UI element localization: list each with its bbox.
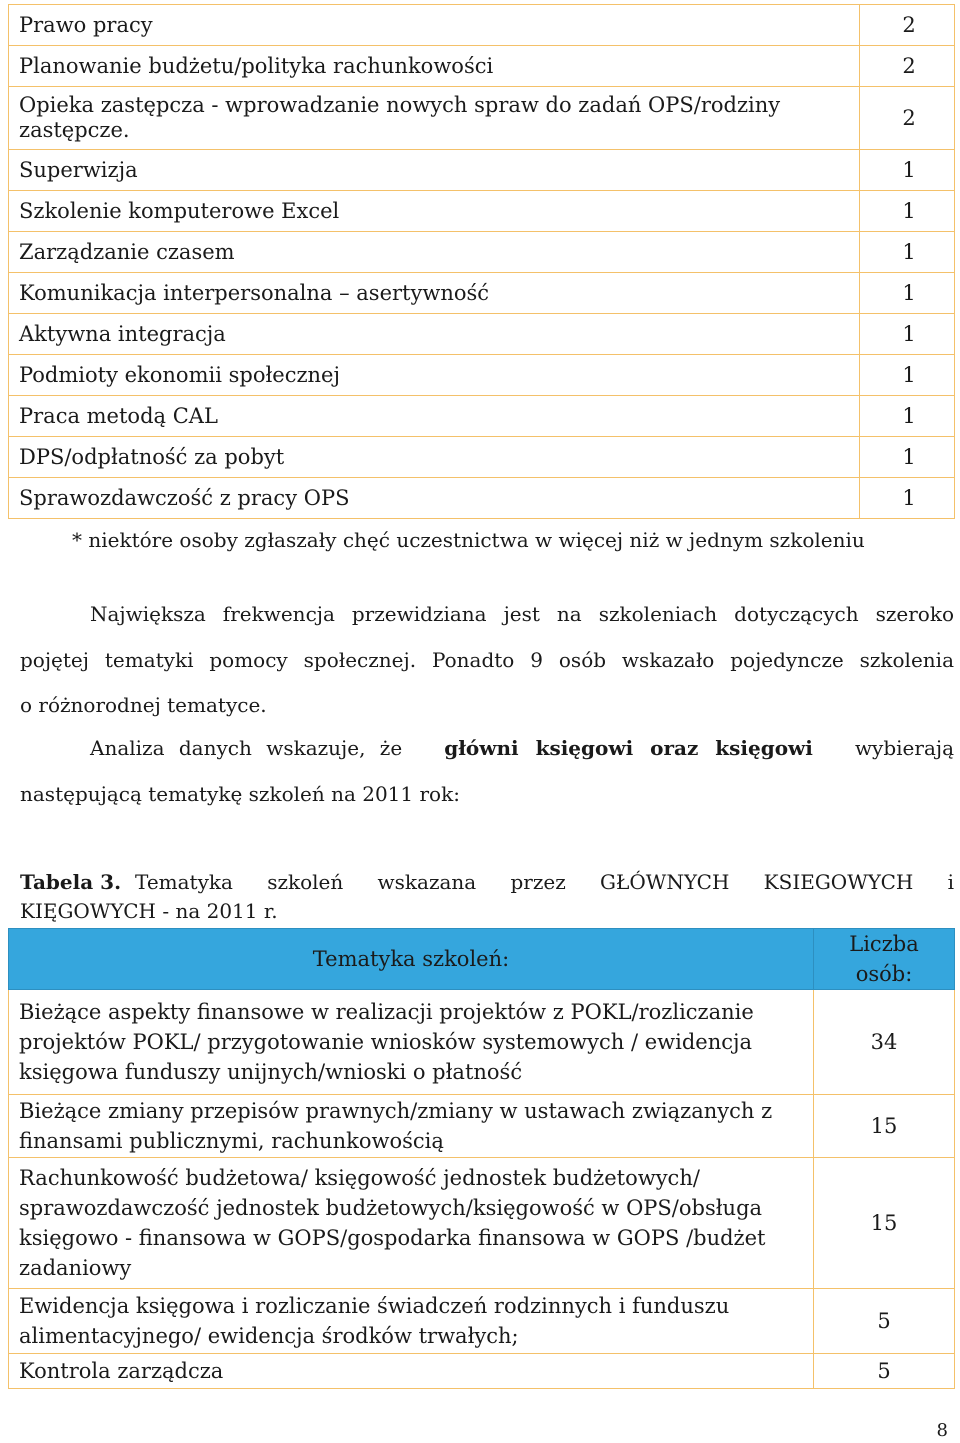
topic-cell: Prawo pracy (9, 5, 860, 46)
table-row (9, 396, 955, 437)
topic-cell: Opieka zastępcza - wprowadzanie nowych spraw do zadań OPS/rodziny zastępcze. (9, 87, 860, 150)
count-cell: 34 (814, 990, 955, 1095)
training-topics-table (8, 4, 955, 519)
paragraph-line: następującą tematykę szkoleń na 2011 rok: (20, 782, 460, 806)
table-row (9, 232, 955, 273)
table-row (9, 150, 955, 191)
paragraph-line: o różnorodnej tematyce. (20, 693, 267, 717)
count-cell: 2 (860, 46, 955, 87)
topic-cell: Sprawozdawczość z pracy OPS (9, 478, 860, 519)
count-cell: 5 (814, 1289, 955, 1354)
topic-cell: Podmioty ekonomii społecznej (9, 355, 860, 396)
count-cell: 1 (860, 273, 955, 314)
topic-cell: Komunikacja interpersonalna – asertywność (9, 273, 860, 314)
count-cell: 15 (814, 1158, 955, 1289)
text-span: wybierają (854, 736, 954, 760)
table-header-row (9, 929, 955, 990)
topic-cell: Bieżące aspekty finansowe w realizacji projektów z POKL/rozliczanie projektów POKL/ przygotowanie wniosków systemowych / ewidencja księgowa funduszy unijnych/wnioski o płatność (9, 990, 814, 1095)
table-row (9, 1095, 955, 1158)
table-row (9, 1354, 955, 1389)
paragraph-line: Największa frekwencja przewidziana jest na szkoleniach dotyczących szeroko (90, 602, 954, 626)
topic-cell: Kontrola zarządcza (9, 1354, 814, 1389)
count-cell: 15 (814, 1095, 955, 1158)
page-number: 8 (936, 1420, 948, 1441)
caption-label: Tabela 3. (20, 870, 122, 894)
topic-cell: Superwizja (9, 150, 860, 191)
count-cell: 1 (860, 355, 955, 396)
topic-cell: Bieżące zmiany przepisów prawnych/zmiany w ustawach związanych z finansami publicznymi, rachunkowością (9, 1095, 814, 1158)
topic-cell: Praca metodą CAL (9, 396, 860, 437)
table-caption (20, 870, 954, 894)
caption-text: Tematyka szkoleń wskazana przez GŁÓWNYCH KSIEGOWYCH i (135, 870, 954, 894)
count-cell: 1 (860, 437, 955, 478)
table-row (9, 990, 955, 1095)
count-cell: 1 (860, 191, 955, 232)
accountants-training-table (8, 928, 955, 1389)
count-cell: 1 (860, 150, 955, 191)
topic-cell: Rachunkowość budżetowa/ księgowość jednostek budżetowych/ sprawozdawczość jednostek budżetowych/księgowość w OPS/obsługa księgowo - finansowa w GOPS/gospodarka finansowa w GOPS /budżet zadaniowy (9, 1158, 814, 1289)
caption-line: KIĘGOWYCH - na 2011 r. (20, 899, 278, 923)
table-row (9, 1289, 955, 1354)
bold-text: główni księgowi oraz księgowi (444, 736, 813, 760)
topic-cell: DPS/odpłatność za pobyt (9, 437, 860, 478)
topic-cell: Szkolenie komputerowe Excel (9, 191, 860, 232)
text-span: Analiza danych wskazuje, że (90, 736, 403, 760)
table-row (9, 437, 955, 478)
count-cell: 1 (860, 232, 955, 273)
table-row (9, 5, 955, 46)
paragraph-line (90, 736, 954, 760)
count-cell: 1 (860, 478, 955, 519)
count-cell: 2 (860, 5, 955, 46)
paragraph-line: pojętej tematyki pomocy społecznej. Ponadto 9 osób wskazało pojedyncze szkolenia (20, 648, 954, 672)
table-row (9, 191, 955, 232)
count-cell: 2 (860, 87, 955, 150)
table-row (9, 355, 955, 396)
topic-cell: Planowanie budżetu/polityka rachunkowości (9, 46, 860, 87)
header-topic: Tematyka szkoleń: (9, 929, 814, 990)
table-row (9, 314, 955, 355)
table-row (9, 1158, 955, 1289)
footnote: * niektóre osoby zgłaszały chęć uczestnictwa w więcej niż w jednym szkoleniu (72, 528, 865, 552)
topic-cell: Zarządzanie czasem (9, 232, 860, 273)
topic-cell: Aktywna integracja (9, 314, 860, 355)
table-row (9, 478, 955, 519)
table-row (9, 273, 955, 314)
header-count: Liczba osób: (814, 929, 955, 990)
table-row (9, 87, 955, 150)
count-cell: 5 (814, 1354, 955, 1389)
count-cell: 1 (860, 396, 955, 437)
count-cell: 1 (860, 314, 955, 355)
table-row (9, 46, 955, 87)
topic-cell: Ewidencja księgowa i rozliczanie świadczeń rodzinnych i funduszu alimentacyjnego/ ewidencja środków trwałych; (9, 1289, 814, 1354)
